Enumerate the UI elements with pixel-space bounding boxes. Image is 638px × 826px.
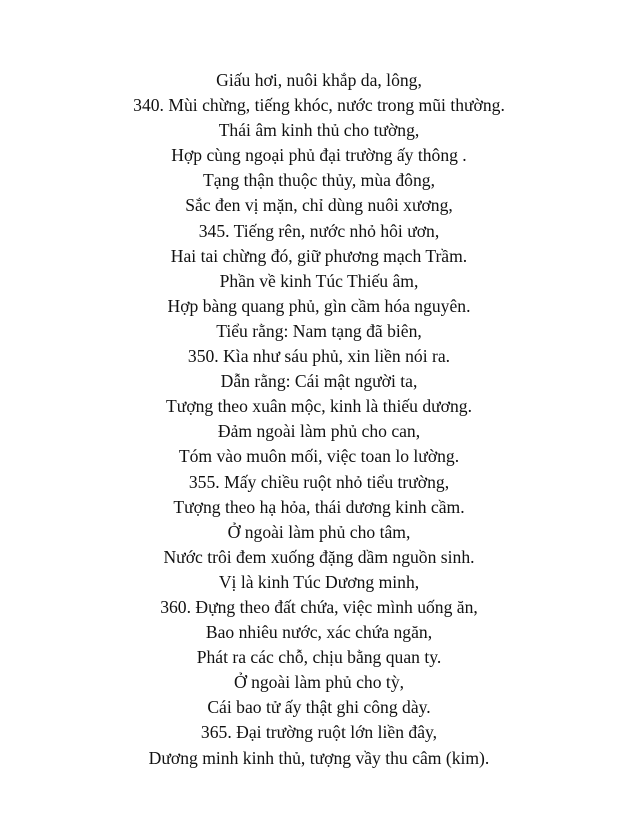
verse-line: Nước trôi đem xuống đặng dầm nguồn sinh. — [163, 546, 475, 567]
verse-line: 355. Mấy chiều ruột nhỏ tiểu trường, — [188, 471, 450, 492]
verse-line: Ở ngoài làm phủ cho tỳ, — [233, 672, 405, 693]
verse-line: Hợp cùng ngoại phủ đại trường ấy thông . — [171, 145, 467, 166]
verse-line: 340. Mùi chừng, tiếng khóc, nước trong mũi thường. — [133, 95, 505, 116]
verse-line: Hợp bàng quang phủ, gìn cầm hóa nguyên. — [167, 295, 471, 316]
verse-line: Giấu hơi, nuôi khắp da, lông, — [216, 70, 422, 90]
verse-line: Đảm ngoài làm phủ cho can, — [217, 421, 421, 442]
verse-line: Tượng theo xuân mộc, kinh là thiếu dương. — [166, 396, 472, 417]
verse-line: Thái âm kinh thủ cho tường, — [218, 120, 420, 141]
verse-line: 360. Đựng theo đất chứa, việc mình uống ăn, — [160, 596, 478, 617]
verse-line: Tóm vào muôn mối, việc toan lo lường. — [178, 446, 460, 467]
verse-line: Sắc đen vị mặn, chỉ dùng nuôi xương, — [185, 195, 453, 216]
verse-line: Hai tai chừng đó, giữ phương mạch Trầm. — [170, 245, 468, 266]
verse-line: Tạng thận thuộc thủy, mùa đông, — [203, 170, 435, 191]
verse-line: Dương minh kinh thủ, tượng vầy thu câm (kim). — [148, 747, 490, 768]
verse-line: 345. Tiếng rên, nước nhỏ hôi ươn, — [198, 220, 440, 241]
verse-line: 350. Kìa như sáu phủ, xin liền nói ra. — [187, 346, 451, 367]
verse-line: Tiểu rằng: Nam tạng đã biên, — [216, 320, 422, 341]
verse-line: 365. Đại trường ruột lớn liền đây, — [200, 722, 438, 743]
verse-line: Phần về kinh Túc Thiếu âm, — [219, 270, 419, 291]
poem-verse — [0, 68, 638, 771]
verse-line: Ở ngoài làm phủ cho tâm, — [227, 521, 411, 542]
verse-line: Cái bao tử ấy thật ghi công dày. — [207, 697, 431, 718]
verse-line: Tượng theo hạ hỏa, thái dương kinh cầm. — [173, 496, 465, 517]
verse-line: Vị là kinh Túc Dương minh, — [218, 571, 420, 592]
verse-line: Dẫn rằng: Cái mật người ta, — [220, 371, 418, 392]
verse-line: Bao nhiêu nước, xác chứa ngăn, — [205, 622, 433, 643]
verse-line: Phát ra các chỗ, chịu bằng quan ty. — [196, 647, 442, 668]
